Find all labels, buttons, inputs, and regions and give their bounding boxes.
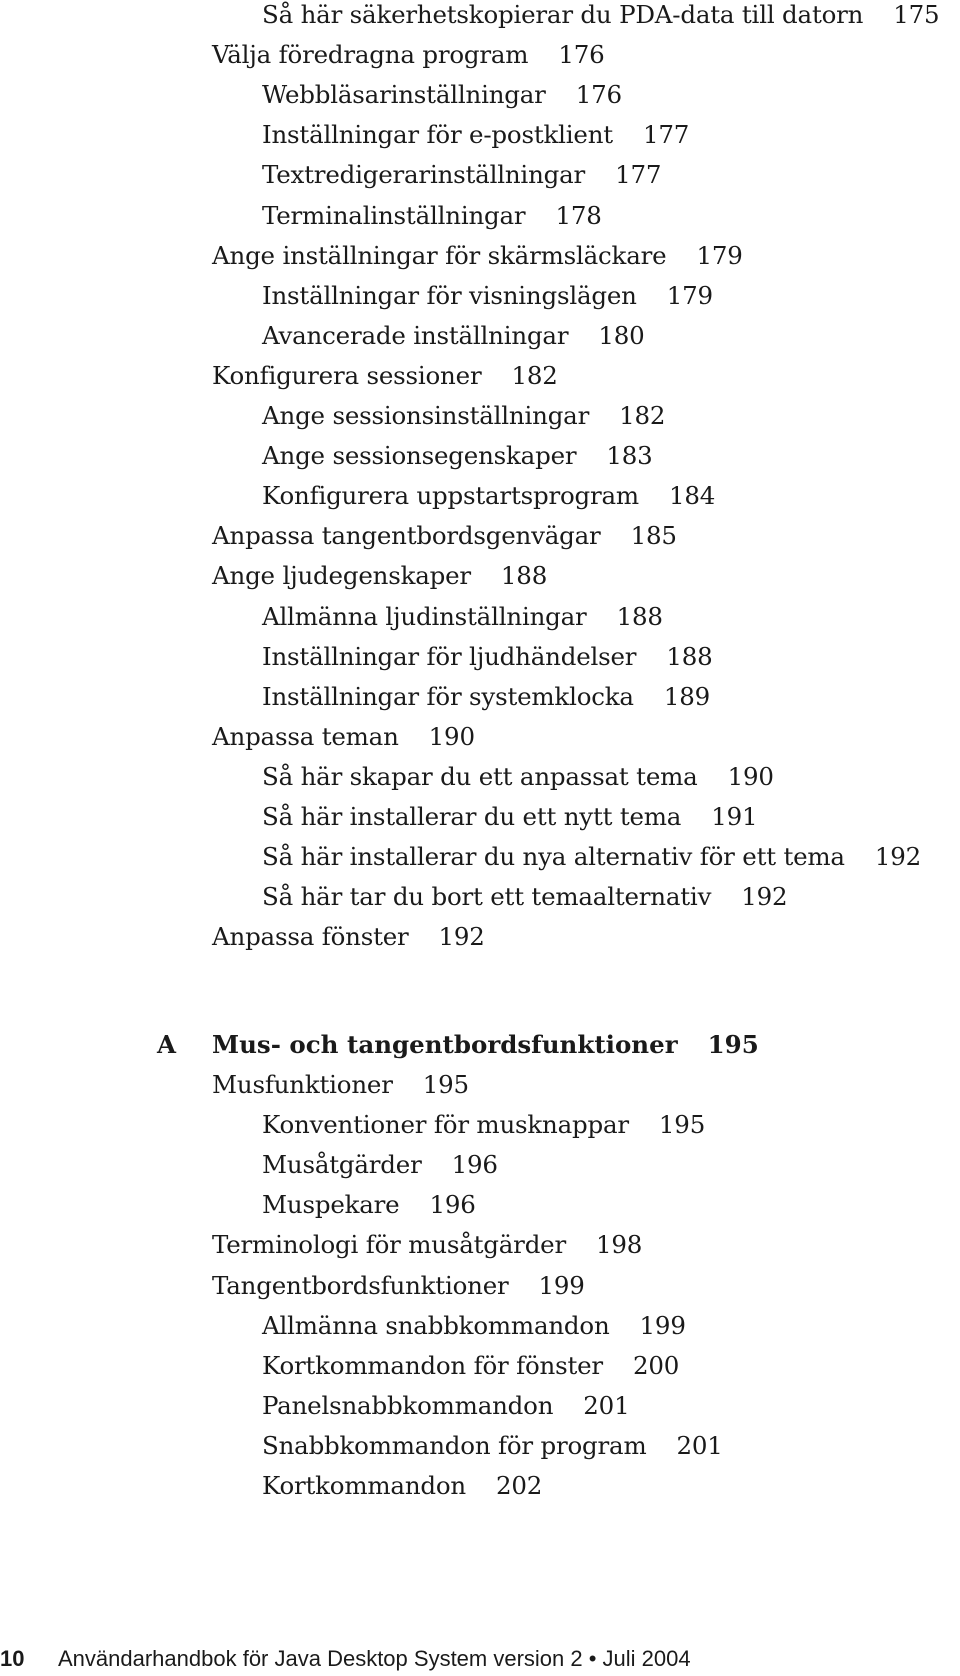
toc-entry-title: Ange sessionsegenskaper bbox=[262, 441, 577, 471]
toc-entry-title: Ange ljudegenskaper bbox=[212, 561, 471, 591]
toc-entry-page-number: 192 bbox=[438, 922, 485, 952]
toc-entry bbox=[262, 1190, 476, 1220]
toc-entry-page-number: 196 bbox=[451, 1150, 498, 1180]
toc-entry-title: Tangentbordsfunktioner bbox=[212, 1270, 509, 1300]
toc-entry-page-number: 196 bbox=[429, 1190, 476, 1220]
toc-entry bbox=[262, 481, 715, 511]
toc-entry-page-number: 195 bbox=[422, 1070, 469, 1099]
toc-entry-page-number: 185 bbox=[630, 521, 677, 551]
toc-entry bbox=[212, 40, 605, 70]
toc-entry-page-number: 182 bbox=[619, 401, 666, 430]
toc-entry-title: Inställningar för e-postklient bbox=[262, 120, 613, 150]
toc-entry bbox=[262, 882, 787, 912]
toc-entry-page-number: 201 bbox=[676, 1430, 723, 1460]
toc-entry bbox=[212, 1070, 469, 1100]
toc-entry bbox=[212, 521, 677, 551]
toc-entry-page-number: 177 bbox=[642, 120, 690, 150]
toc-entry-title: Inställningar för visningslägen bbox=[262, 280, 637, 310]
toc-entry-title: Konfigurera uppstartsprogram bbox=[262, 481, 639, 511]
toc-entry-page-number: 202 bbox=[496, 1471, 543, 1500]
toc-entry bbox=[262, 1110, 705, 1140]
toc-entry bbox=[262, 201, 602, 231]
toc-entry-title: Kortkommandon för fönster bbox=[262, 1350, 603, 1380]
toc-entry-title: Terminalinställningar bbox=[262, 200, 526, 230]
toc-entry-title: Anpassa tangentbordsgenvägar bbox=[212, 521, 601, 551]
toc-entry-title: Så här installerar du ett nytt tema bbox=[262, 802, 682, 831]
toc-entry-page-number: 191 bbox=[711, 802, 758, 831]
toc-entry-page-number: 188 bbox=[500, 561, 548, 591]
toc-entry-page-number: 200 bbox=[632, 1350, 680, 1380]
toc-entry-title: Musåtgärder bbox=[262, 1150, 422, 1180]
toc-entry-title: Inställningar för ljudhändelser bbox=[262, 641, 637, 671]
toc-entry-page-number: 176 bbox=[558, 40, 605, 70]
toc-entry bbox=[212, 1230, 642, 1260]
toc-entry-title: Anpassa teman bbox=[212, 721, 399, 751]
toc-entry bbox=[262, 682, 710, 712]
toc-entry bbox=[262, 762, 774, 792]
toc-entry-title: Ange inställningar för skärmsläckare bbox=[212, 240, 667, 270]
appendix-title: Mus- och tangentbordsfunktioner bbox=[212, 1030, 678, 1059]
toc-entry bbox=[262, 842, 921, 872]
toc-entry-title: Konventioner för musknappar bbox=[262, 1110, 629, 1140]
toc-entry-title: Så här säkerhetskopierar du PDA-data till datorn bbox=[262, 0, 864, 29]
toc-entry-page-number: 192 bbox=[874, 842, 922, 872]
toc-entry-title: Konfigurera sessioner bbox=[212, 360, 482, 390]
toc-entry-title: Inställningar för systemklocka bbox=[262, 681, 634, 711]
toc-entry-title: Terminologi för musåtgärder bbox=[212, 1230, 566, 1260]
toc-entry-page-number: 180 bbox=[598, 320, 645, 350]
toc-entry-title: Webbläsarinställningar bbox=[262, 80, 546, 110]
toc-entry bbox=[262, 1431, 723, 1461]
toc-entry-page-number: 184 bbox=[668, 481, 716, 511]
toc-entry bbox=[262, 80, 622, 110]
toc-entry-page-number: 189 bbox=[663, 681, 710, 711]
toc-entry-title: Textredigerarinställningar bbox=[262, 160, 586, 190]
toc-entry-page-number: 176 bbox=[575, 80, 622, 110]
toc-entry bbox=[262, 1471, 542, 1501]
toc-entry-page-number: 190 bbox=[727, 761, 774, 791]
toc-entry bbox=[262, 1391, 629, 1421]
toc-entry-title: Så här installerar du nya alternativ för ett tema bbox=[262, 842, 845, 872]
toc-entry bbox=[262, 0, 939, 30]
toc-entry-title: Kortkommandon bbox=[262, 1471, 467, 1500]
toc-entry-title: Musfunktioner bbox=[212, 1070, 393, 1099]
appendix-page-number: 195 bbox=[707, 1030, 759, 1059]
toc-entry-title: Anpassa fönster bbox=[212, 922, 409, 952]
toc-entry-page-number: 198 bbox=[596, 1230, 643, 1260]
toc-entry-page-number: 192 bbox=[741, 882, 788, 912]
appendix-title-entry bbox=[212, 1030, 759, 1060]
toc-entry-title: Så här skapar du ett anpassat tema bbox=[262, 761, 698, 791]
toc-entry bbox=[262, 441, 653, 471]
toc-entry-page-number: 199 bbox=[639, 1310, 686, 1340]
toc-entry-title: Så här tar du bort ett temaalternativ bbox=[262, 882, 712, 912]
toc-entry-title: Avancerade inställningar bbox=[262, 320, 569, 350]
toc-entry-title: Allmänna snabbkommandon bbox=[262, 1310, 610, 1340]
footer-book-title: Användarhandbok för Java Desktop System version 2 • Juli 2004 bbox=[58, 1646, 691, 1671]
toc-entry-title: Ange sessionsinställningar bbox=[262, 401, 590, 430]
toc-entry bbox=[212, 1271, 585, 1301]
toc-entry bbox=[262, 642, 713, 672]
toc-entry bbox=[262, 281, 713, 311]
toc-entry bbox=[262, 602, 663, 632]
toc-entry-page-number: 190 bbox=[428, 721, 475, 751]
toc-entry-title: Panelsnabbkommandon bbox=[262, 1390, 554, 1420]
toc-entry bbox=[262, 1150, 498, 1180]
toc-entry bbox=[212, 361, 558, 391]
toc-entry bbox=[212, 241, 743, 271]
toc-entry-page-number: 199 bbox=[538, 1270, 585, 1300]
toc-entry-page-number: 183 bbox=[606, 441, 653, 471]
toc-entry bbox=[262, 802, 757, 832]
toc-entry-page-number: 179 bbox=[666, 280, 713, 310]
page-footer bbox=[0, 1646, 691, 1672]
toc-entry bbox=[212, 722, 475, 752]
footer-page-number: 10 bbox=[0, 1646, 25, 1671]
toc-entry-page-number: 175 bbox=[893, 0, 940, 29]
toc-entry bbox=[212, 561, 547, 591]
toc-entry bbox=[262, 321, 645, 351]
toc-entry-page-number: 179 bbox=[696, 240, 743, 270]
toc-entry bbox=[262, 1351, 679, 1381]
toc-entry-title: Snabbkommandon för program bbox=[262, 1430, 647, 1460]
toc-entry-page-number: 201 bbox=[583, 1390, 630, 1420]
toc-entry-page-number: 188 bbox=[666, 641, 713, 671]
toc-entry bbox=[262, 401, 665, 431]
toc-entry-title: Välja föredragna program bbox=[212, 40, 529, 70]
toc-entry bbox=[262, 1311, 686, 1341]
toc-entry-page-number: 178 bbox=[555, 200, 602, 230]
toc-entry-title: Muspekare bbox=[262, 1190, 400, 1220]
toc-entry-page-number: 195 bbox=[658, 1110, 706, 1140]
toc-entry-page-number: 177 bbox=[615, 160, 662, 190]
toc-entry bbox=[212, 922, 485, 952]
appendix-letter: A bbox=[157, 1030, 177, 1059]
toc-entry-page-number: 182 bbox=[511, 360, 558, 390]
toc-entry-title: Allmänna ljudinställningar bbox=[262, 601, 587, 631]
toc-entry bbox=[262, 160, 661, 190]
toc-entry-page-number: 188 bbox=[616, 601, 663, 631]
toc-entry bbox=[262, 120, 689, 150]
